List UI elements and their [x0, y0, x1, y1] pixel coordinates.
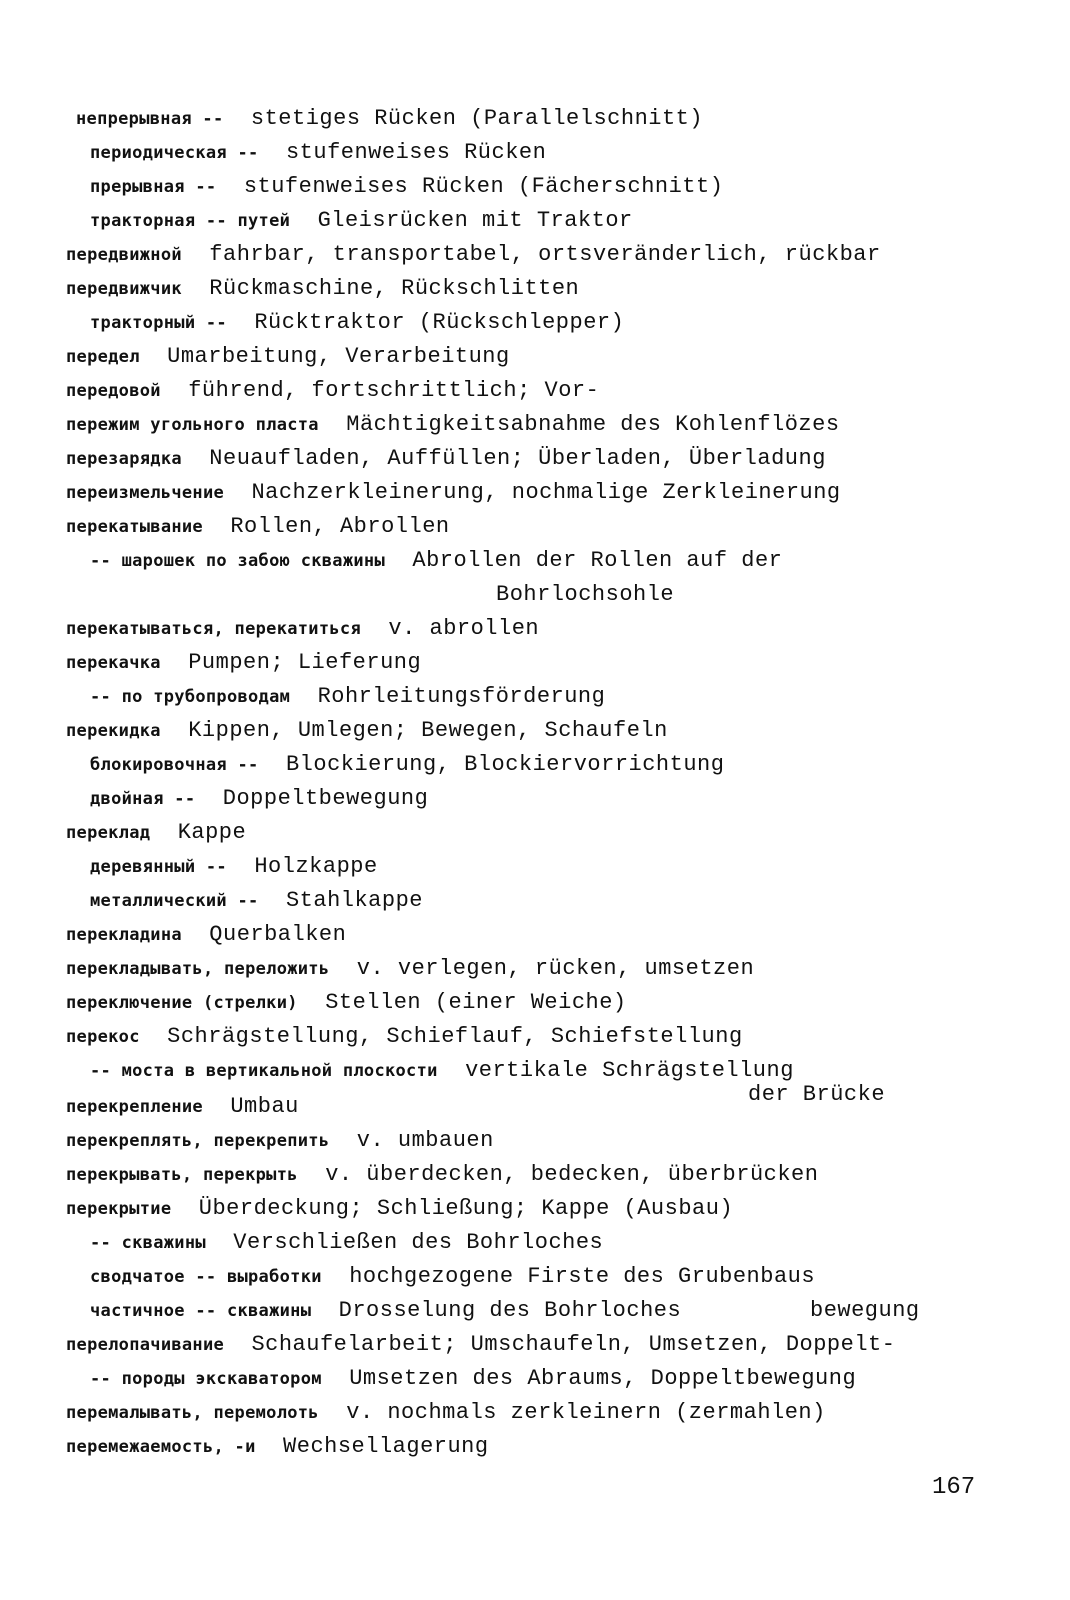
- russian-term: переключение (стрелки): [66, 993, 298, 1013]
- russian-term: периодическая --: [90, 143, 259, 163]
- german-translation: bewegung: [810, 1298, 920, 1323]
- russian-term: перезарядка: [66, 449, 182, 469]
- german-translation: Umbau: [230, 1094, 299, 1119]
- russian-term: перекатывание: [66, 517, 203, 537]
- entry-line: [90, 174, 723, 200]
- german-translation: v. umbauen: [356, 1128, 494, 1153]
- german-translation: hochgezogene Firste des Grubenbaus: [349, 1264, 816, 1289]
- entry-line: [90, 854, 378, 880]
- entry-line: [90, 310, 624, 336]
- entry-line: [90, 140, 546, 166]
- german-translation: Rücktraktor (Rückschlepper): [254, 310, 625, 335]
- german-translation: Blockierung, Blockiervorrichtung: [285, 752, 725, 777]
- entry-line: [90, 1264, 815, 1290]
- russian-term: перекрывать, перекрыть: [66, 1165, 298, 1185]
- german-translation: Schaufelarbeit; Umschaufeln, Umsetzen, Doppelt-: [251, 1332, 896, 1357]
- entry-line: [90, 1366, 856, 1392]
- entry-line: [90, 208, 633, 234]
- german-translation: Kappe: [177, 820, 247, 845]
- german-translation: Gleisrücken mit Traktor: [317, 208, 633, 233]
- german-translation: Stahlkappe: [285, 888, 423, 913]
- entry-line: [90, 684, 605, 710]
- russian-term: перелопачивание: [66, 1335, 225, 1355]
- russian-term: перекреплять, перекрепить: [66, 1131, 330, 1151]
- entry-line: [66, 616, 539, 642]
- russian-term: перекидка: [66, 721, 161, 741]
- russian-term: прерывная --: [90, 177, 217, 197]
- german-translation: v. überdecken, bedecken, überbrücken: [325, 1162, 819, 1187]
- german-translation: Rohrleitungsförderung: [317, 684, 606, 709]
- entry-line: [66, 378, 599, 404]
- russian-term: -- по трубопроводам: [90, 687, 291, 707]
- russian-term: передел: [66, 347, 140, 367]
- russian-term: -- породы экскаватором: [90, 1369, 322, 1389]
- german-translation: Umarbeitung, Verarbeitung: [167, 344, 510, 369]
- entry-line: [90, 888, 423, 914]
- entry-line: [66, 412, 840, 438]
- german-translation: v. nochmals zerkleinern (zermahlen): [346, 1400, 826, 1425]
- entry-line: [66, 1400, 826, 1426]
- german-translation: stetiges Rücken (Parallelschnitt): [250, 106, 704, 131]
- entry-line: [496, 582, 674, 608]
- german-translation: Abrollen der Rollen auf der: [412, 548, 783, 573]
- german-translation: Querbalken: [209, 922, 347, 947]
- russian-term: перекладина: [66, 925, 182, 945]
- german-translation: vertikale Schrägstellung: [465, 1058, 794, 1083]
- entry-line: [810, 1298, 920, 1324]
- entry-line: [76, 106, 703, 132]
- page-number: 167: [932, 1474, 976, 1501]
- german-translation: Holzkappe: [254, 854, 378, 879]
- entry-line: [66, 276, 579, 302]
- russian-term: -- моста в вертикальной плоскости: [90, 1061, 438, 1081]
- russian-term: передвижной: [66, 245, 182, 265]
- entry-line: [66, 1024, 743, 1050]
- entry-line: [66, 1162, 818, 1188]
- entry-line: [66, 956, 754, 982]
- german-translation: Umsetzen des Abraums, Doppeltbewegung: [349, 1366, 857, 1391]
- russian-term: переклад: [66, 823, 151, 843]
- russian-term: передовой: [66, 381, 161, 401]
- german-translation: Wechsellagerung: [283, 1434, 489, 1459]
- russian-term: перекладывать, переложить: [66, 959, 330, 979]
- german-translation: Schrägstellung, Schieflauf, Schiefstellung: [167, 1024, 743, 1049]
- entry-line: [90, 1230, 603, 1256]
- entry-line: [90, 1058, 794, 1084]
- german-translation: führend, fortschrittlich; Vor-: [188, 378, 600, 403]
- german-translation: Rückmaschine, Rückschlitten: [209, 276, 580, 301]
- russian-term: перекрытие: [66, 1199, 172, 1219]
- entry-line: [66, 446, 826, 472]
- entry-line: [748, 1082, 885, 1108]
- entry-line: [66, 1128, 494, 1154]
- russian-term: перекатываться, перекатиться: [66, 619, 361, 639]
- entry-line: [66, 1434, 489, 1460]
- entry-line: [66, 1332, 895, 1358]
- entry-line: [66, 718, 668, 744]
- entry-line: [66, 1196, 733, 1222]
- russian-term: перекрепление: [66, 1097, 203, 1117]
- german-translation: Bohrlochsohle: [496, 582, 675, 607]
- entry-line: [66, 650, 421, 676]
- entry-line: [66, 480, 841, 506]
- entry-line: [66, 820, 246, 846]
- german-translation: stufenweises Rücken: [285, 140, 547, 165]
- german-translation: Pumpen; Lieferung: [188, 650, 422, 675]
- german-translation: Rollen, Abrollen: [230, 514, 450, 539]
- russian-term: тракторная -- путей: [90, 211, 291, 231]
- russian-term: пережим угольного пласта: [66, 415, 319, 435]
- german-translation: fahrbar, transportabel, ortsveränderlich, rückbar: [209, 242, 881, 267]
- russian-term: перекачка: [66, 653, 161, 673]
- german-translation: stufenweises Rücken (Fächerschnitt): [243, 174, 724, 199]
- russian-term: -- скважины: [90, 1233, 206, 1253]
- entry-line: [66, 922, 346, 948]
- german-translation: Drosselung des Bohrloches: [338, 1298, 682, 1323]
- entry-line: [66, 514, 450, 540]
- entry-line: [90, 548, 782, 574]
- russian-term: перемежаемость, -и: [66, 1437, 256, 1457]
- russian-term: тракторный --: [90, 313, 227, 333]
- russian-term: двойная --: [90, 789, 196, 809]
- entry-line: [66, 1094, 299, 1120]
- german-translation: Kippen, Umlegen; Bewegen, Schaufeln: [188, 718, 668, 743]
- german-translation: Nachzerkleinerung, nochmalige Zerkleinerung: [251, 480, 841, 505]
- entry-line: [90, 1298, 681, 1324]
- german-translation: Neuaufladen, Auffüllen; Überladen, Überladung: [209, 446, 826, 471]
- russian-term: переизмельчение: [66, 483, 225, 503]
- russian-term: деревянный --: [90, 857, 227, 877]
- entry-line: [66, 242, 881, 268]
- russian-term: металлический --: [90, 891, 259, 911]
- russian-term: блокировочная --: [90, 755, 259, 775]
- entry-line: [90, 786, 428, 812]
- russian-term: передвижчик: [66, 279, 182, 299]
- german-translation: Mächtigkeitsabnahme des Kohlenflözes: [346, 412, 840, 437]
- german-translation: Doppeltbewegung: [222, 786, 429, 811]
- german-translation: v. verlegen, rücken, umsetzen: [356, 956, 755, 981]
- german-translation: der Brücke: [748, 1082, 886, 1107]
- german-translation: Stellen (einer Weiche): [325, 990, 627, 1015]
- entry-line: [90, 752, 724, 778]
- russian-term: перемалывать, перемолоть: [66, 1403, 319, 1423]
- german-translation: Verschließen des Bohrloches: [233, 1230, 604, 1255]
- entry-line: [66, 990, 627, 1016]
- russian-term: сводчатое -- выработки: [90, 1267, 322, 1287]
- german-translation: Überdeckung; Schließung; Kappe (Ausbau): [198, 1196, 734, 1221]
- russian-term: непрерывная --: [76, 109, 224, 129]
- russian-term: -- шарошек по забою скважины: [90, 551, 385, 571]
- german-translation: v. abrollen: [388, 616, 540, 641]
- russian-term: частичное -- скважины: [90, 1301, 312, 1321]
- russian-term: перекос: [66, 1027, 140, 1047]
- entry-line: [66, 344, 510, 370]
